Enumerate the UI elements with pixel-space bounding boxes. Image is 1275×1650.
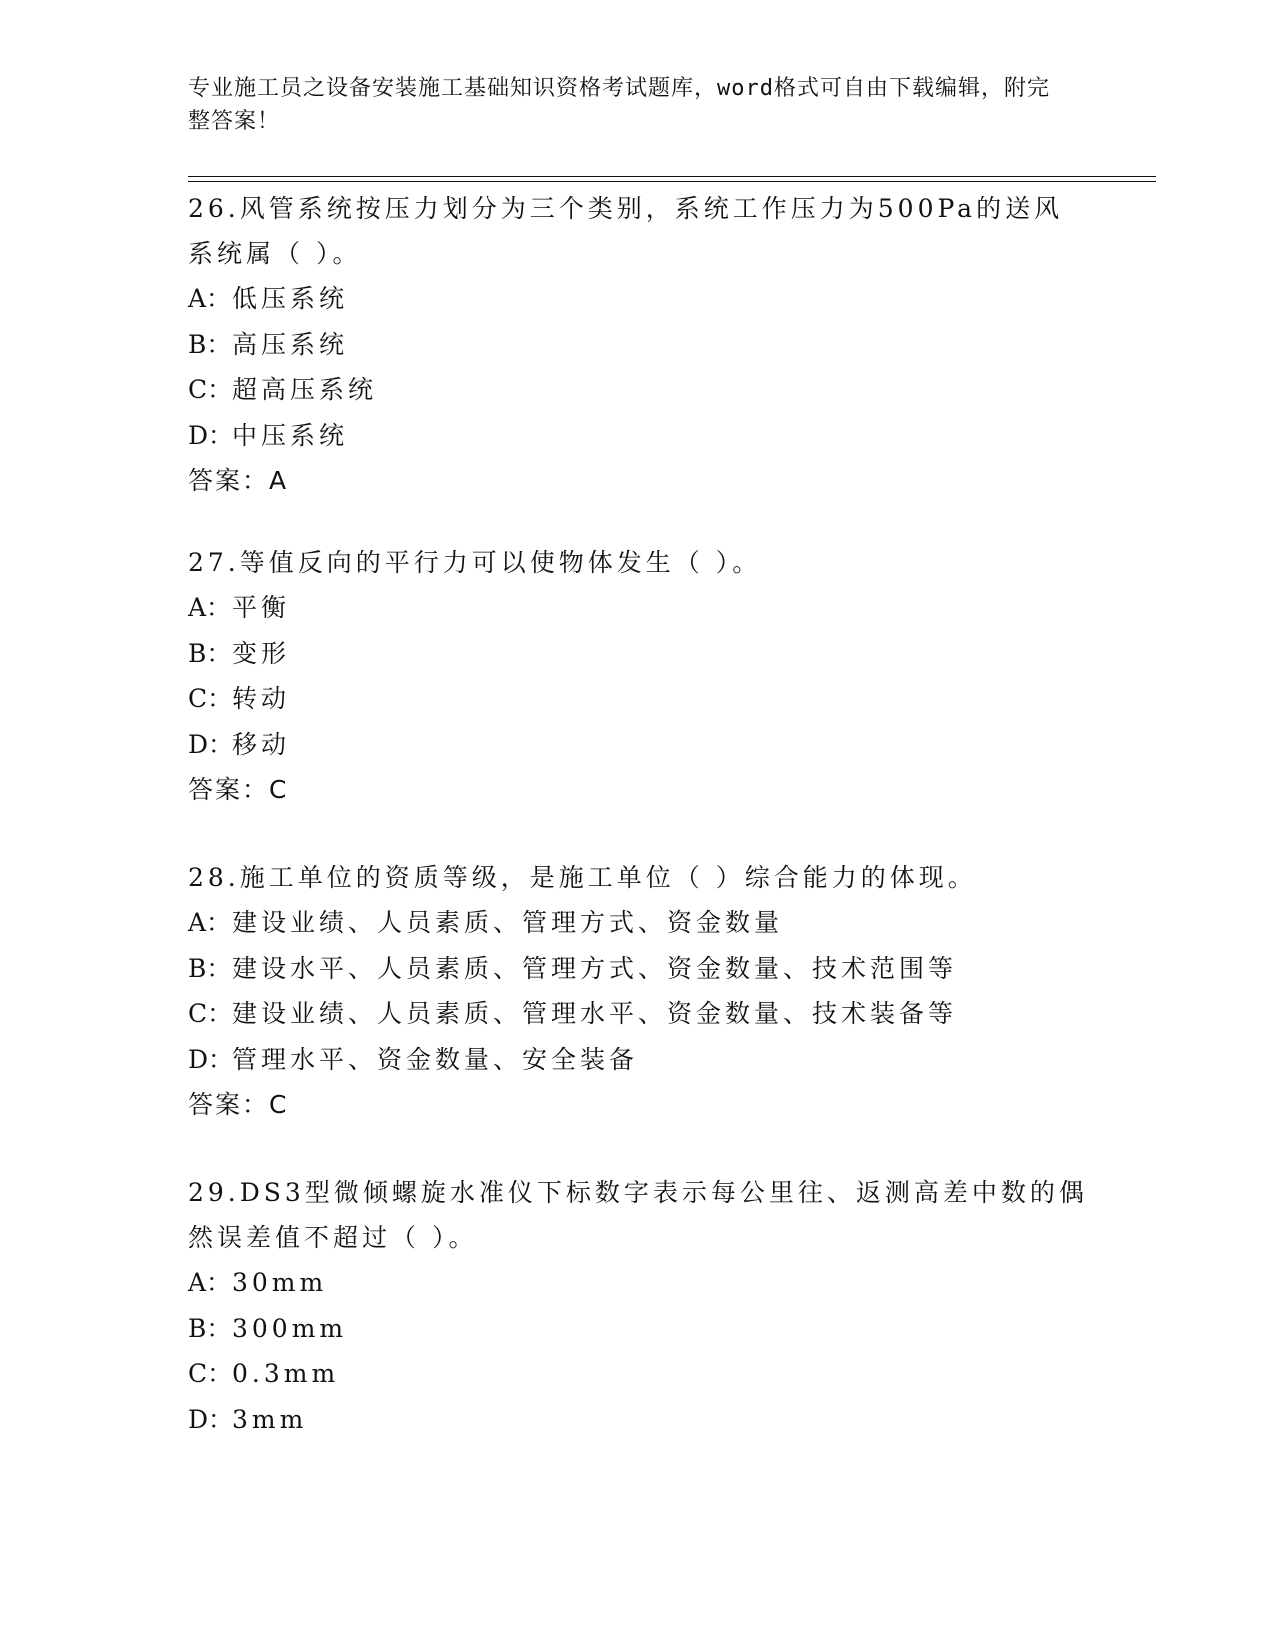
option-c bbox=[188, 676, 1088, 722]
option-key: D： bbox=[188, 1404, 234, 1434]
option-key: B： bbox=[188, 329, 232, 359]
option-text: 转动 bbox=[232, 684, 291, 713]
option-b bbox=[188, 322, 1088, 368]
question-stem: 28.施工单位的资质等级，是施工单位（ ）综合能力的体现。 bbox=[188, 863, 977, 892]
option-text: 变形 bbox=[232, 638, 291, 668]
option-key: A： bbox=[188, 908, 232, 937]
option-text: 建设水平、人员素质、管理方式、资金数量、技术范围等 bbox=[232, 953, 958, 983]
option-d bbox=[188, 413, 1088, 459]
option-text: 高压系统 bbox=[232, 329, 349, 359]
option-text: 30mm bbox=[232, 1268, 328, 1297]
option-key: A： bbox=[188, 593, 232, 622]
option-key: B： bbox=[188, 1313, 232, 1343]
question-stem: 29.DS3型微倾螺旋水准仪下标数字表示每公里往、返测高差中数的偶然误差值不超过（ ）。 bbox=[188, 1178, 1088, 1252]
option-key: C： bbox=[188, 999, 233, 1028]
option-a bbox=[188, 900, 1088, 946]
option-key: D： bbox=[188, 1044, 234, 1074]
option-a bbox=[188, 1260, 1088, 1306]
option-text: 3mm bbox=[232, 1404, 308, 1434]
option-a bbox=[188, 585, 1088, 631]
option-a bbox=[188, 276, 1088, 322]
option-key: C： bbox=[188, 684, 233, 713]
option-key: B： bbox=[188, 638, 232, 668]
answer: 答案：C bbox=[188, 1090, 289, 1119]
option-c bbox=[188, 991, 1088, 1037]
header-divider-bottom bbox=[188, 181, 1156, 182]
option-text: 移动 bbox=[232, 729, 291, 759]
option-b bbox=[188, 631, 1088, 677]
option-text: 建设业绩、人员素质、管理水平、资金数量、技术装备等 bbox=[232, 999, 958, 1028]
question-28 bbox=[188, 855, 1088, 1128]
document-header: 专业施工员之设备安装施工基础知识资格考试题库，word格式可自由下载编辑，附完整答案！ bbox=[188, 76, 1050, 134]
option-key: C： bbox=[188, 375, 233, 404]
question-stem: 27.等值反向的平行力可以使物体发生（ ）。 bbox=[188, 548, 762, 577]
option-text: 管理水平、资金数量、安全装备 bbox=[232, 1044, 639, 1074]
question-29 bbox=[188, 1170, 1088, 1442]
option-text: 低压系统 bbox=[232, 284, 349, 313]
option-key: B： bbox=[188, 953, 232, 983]
option-text: 建设业绩、人员素质、管理方式、资金数量 bbox=[232, 908, 784, 937]
option-key: C： bbox=[188, 1359, 233, 1388]
option-c bbox=[188, 367, 1088, 413]
option-d bbox=[188, 1037, 1088, 1083]
question-26 bbox=[188, 186, 1088, 504]
option-c bbox=[188, 1351, 1088, 1397]
option-d bbox=[188, 1397, 1088, 1443]
answer: 答案：A bbox=[188, 466, 289, 495]
option-key: A： bbox=[188, 1268, 232, 1297]
header-divider-top bbox=[188, 176, 1156, 177]
option-b bbox=[188, 946, 1088, 992]
option-text: 中压系统 bbox=[232, 420, 349, 450]
option-text: 超高压系统 bbox=[232, 375, 378, 404]
option-b bbox=[188, 1306, 1088, 1352]
option-text: 平衡 bbox=[232, 593, 291, 622]
option-key: D： bbox=[188, 729, 234, 759]
answer: 答案：C bbox=[188, 775, 289, 804]
option-key: A： bbox=[188, 284, 232, 313]
question-stem: 26.风管系统按压力划分为三个类别，系统工作压力为500Pa的送风系统属（ ）。 bbox=[188, 194, 1064, 268]
option-text: 300mm bbox=[232, 1313, 348, 1343]
option-text: 0.3mm bbox=[232, 1359, 340, 1388]
question-27 bbox=[188, 540, 1088, 813]
option-key: D： bbox=[188, 420, 234, 450]
option-d bbox=[188, 722, 1088, 768]
